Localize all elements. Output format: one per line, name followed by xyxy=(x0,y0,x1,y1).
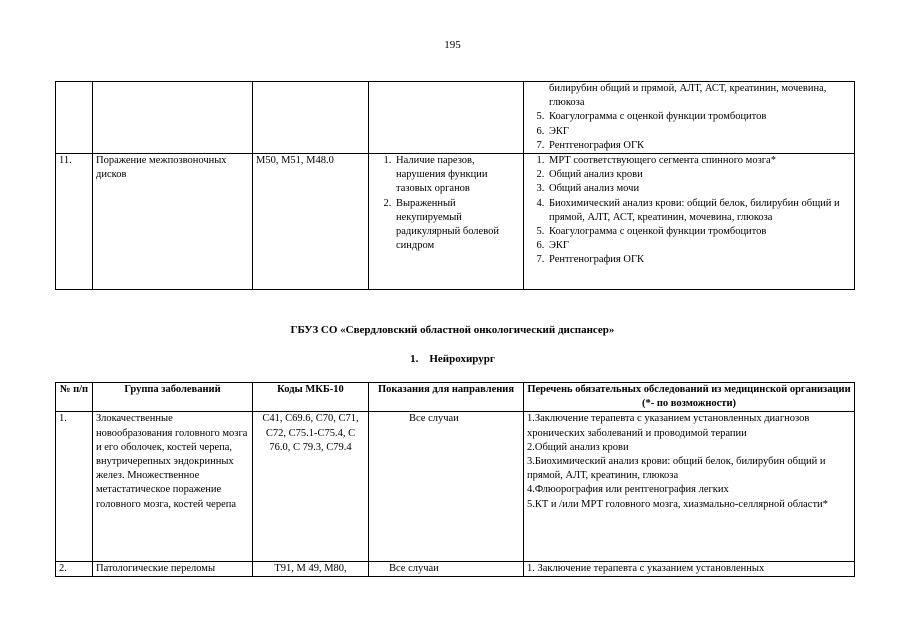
cell-indications xyxy=(369,82,524,154)
cell-exams xyxy=(524,562,855,577)
cell-group-text: Патологические переломы xyxy=(96,563,215,575)
referral-table xyxy=(55,382,855,577)
exam-continued-text: билирубин общий и прямой, АЛТ, АСТ, креатинин, мочевина, глюкоза xyxy=(549,83,827,109)
header-group: Группа заболеваний xyxy=(93,383,253,412)
cell-indications: Все случаи xyxy=(369,412,524,562)
list-item: 4. Биохимический анализ крови: общий белок, билирубин общий и прямой, АЛТ, АСТ, креатинин, мочевина, глюкоза xyxy=(547,197,851,225)
cell-num xyxy=(56,82,93,154)
cell-codes xyxy=(253,562,369,577)
list-item: 3. Общий анализ мочи xyxy=(547,182,851,196)
table-row xyxy=(56,82,855,154)
cell-group xyxy=(93,82,253,154)
exam-list xyxy=(527,110,851,153)
organization-heading: ГБУЗ СО «Свердловский областной онкологический диспансер» xyxy=(290,324,615,336)
list-item: 7. Рентгенография ОГК xyxy=(547,139,851,153)
cell-indications xyxy=(369,154,524,290)
header-exams: Перечень обязательных обследований из медицинской организации (*- по возможности) xyxy=(524,383,855,412)
list-item: 2. Общий анализ крови xyxy=(547,168,851,182)
table-row xyxy=(56,562,855,577)
list-item: 2. Выраженный некупируемый радикулярный болевой синдром xyxy=(394,197,520,254)
cell-indications xyxy=(369,562,524,577)
indication-list xyxy=(372,154,520,253)
list-item: 2.Общий анализ крови xyxy=(527,441,629,453)
list-item: 5. Коагулограмма с оценкой функции тромбоцитов xyxy=(547,225,851,239)
cell-num: 1. xyxy=(56,412,93,562)
list-item: 1.Заключение терапевта с указанием установленных диагнозов хронических заболеваний и проводимой терапии xyxy=(527,413,810,439)
section-heading: 1. Нейрохирург xyxy=(410,353,495,365)
cell-indications-text: Все случаи xyxy=(389,563,439,575)
cell-codes: C41, C69.6, C70, C71, C72, C75.1-C75.4, C 76.0, C 79.3, C79.4 xyxy=(253,412,369,562)
page-number: 195 xyxy=(444,39,461,51)
cell-exams-text: 1. Заключение терапевта с указанием установленных xyxy=(527,563,765,575)
referral-table-continued xyxy=(55,81,855,290)
cell-exams xyxy=(524,154,855,290)
list-item: 1. МРТ соответствующего сегмента спинного мозга* xyxy=(547,154,851,168)
cell-num: 11. xyxy=(56,154,93,290)
list-item: 6. ЭКГ xyxy=(547,239,851,253)
list-item: 4.Флюорография или рентгенография легких xyxy=(527,484,729,496)
cell-num-text: 2. xyxy=(59,563,67,575)
list-item: 1. Наличие парезов, нарушения функции тазовых органов xyxy=(394,154,520,197)
header-num: № п/п xyxy=(56,383,93,412)
cell-codes: M50, M51, M48.0 xyxy=(253,154,369,290)
list-item: 3.Биохимический анализ крови: общий белок, билирубин общий и прямой, АЛТ, креатинин, глюкоза xyxy=(527,456,826,482)
table-row xyxy=(56,154,855,290)
cell-exams xyxy=(524,412,855,562)
list-item: 6. ЭКГ xyxy=(547,125,851,139)
list-item: 5. Коагулограмма с оценкой функции тромбоцитов xyxy=(547,110,851,124)
table-row xyxy=(56,412,855,562)
exam-list xyxy=(527,154,851,268)
list-item: 5.КТ и /или МРТ головного мозга, хиазмально-селлярной области* xyxy=(527,498,828,510)
cell-num xyxy=(56,562,93,577)
cell-group: Поражение межпозвоночных дисков xyxy=(93,154,253,290)
list-item: 7. Рентгенография ОГК xyxy=(547,253,851,267)
header-codes: Коды МКБ-10 xyxy=(253,383,369,412)
cell-group xyxy=(93,562,253,577)
cell-codes-text: T91, M 49, M80, xyxy=(274,563,347,575)
header-indications: Показания для направления xyxy=(369,383,524,412)
cell-exams xyxy=(524,82,855,154)
table-header-row xyxy=(56,383,855,412)
cell-group: Злокачественные новообразования головного мозга и его оболочек, костей черепа, внутричерепных эндокринных желез. Множественное метастатическое поражение головного мозга, костей черепа xyxy=(93,412,253,562)
cell-codes xyxy=(253,82,369,154)
